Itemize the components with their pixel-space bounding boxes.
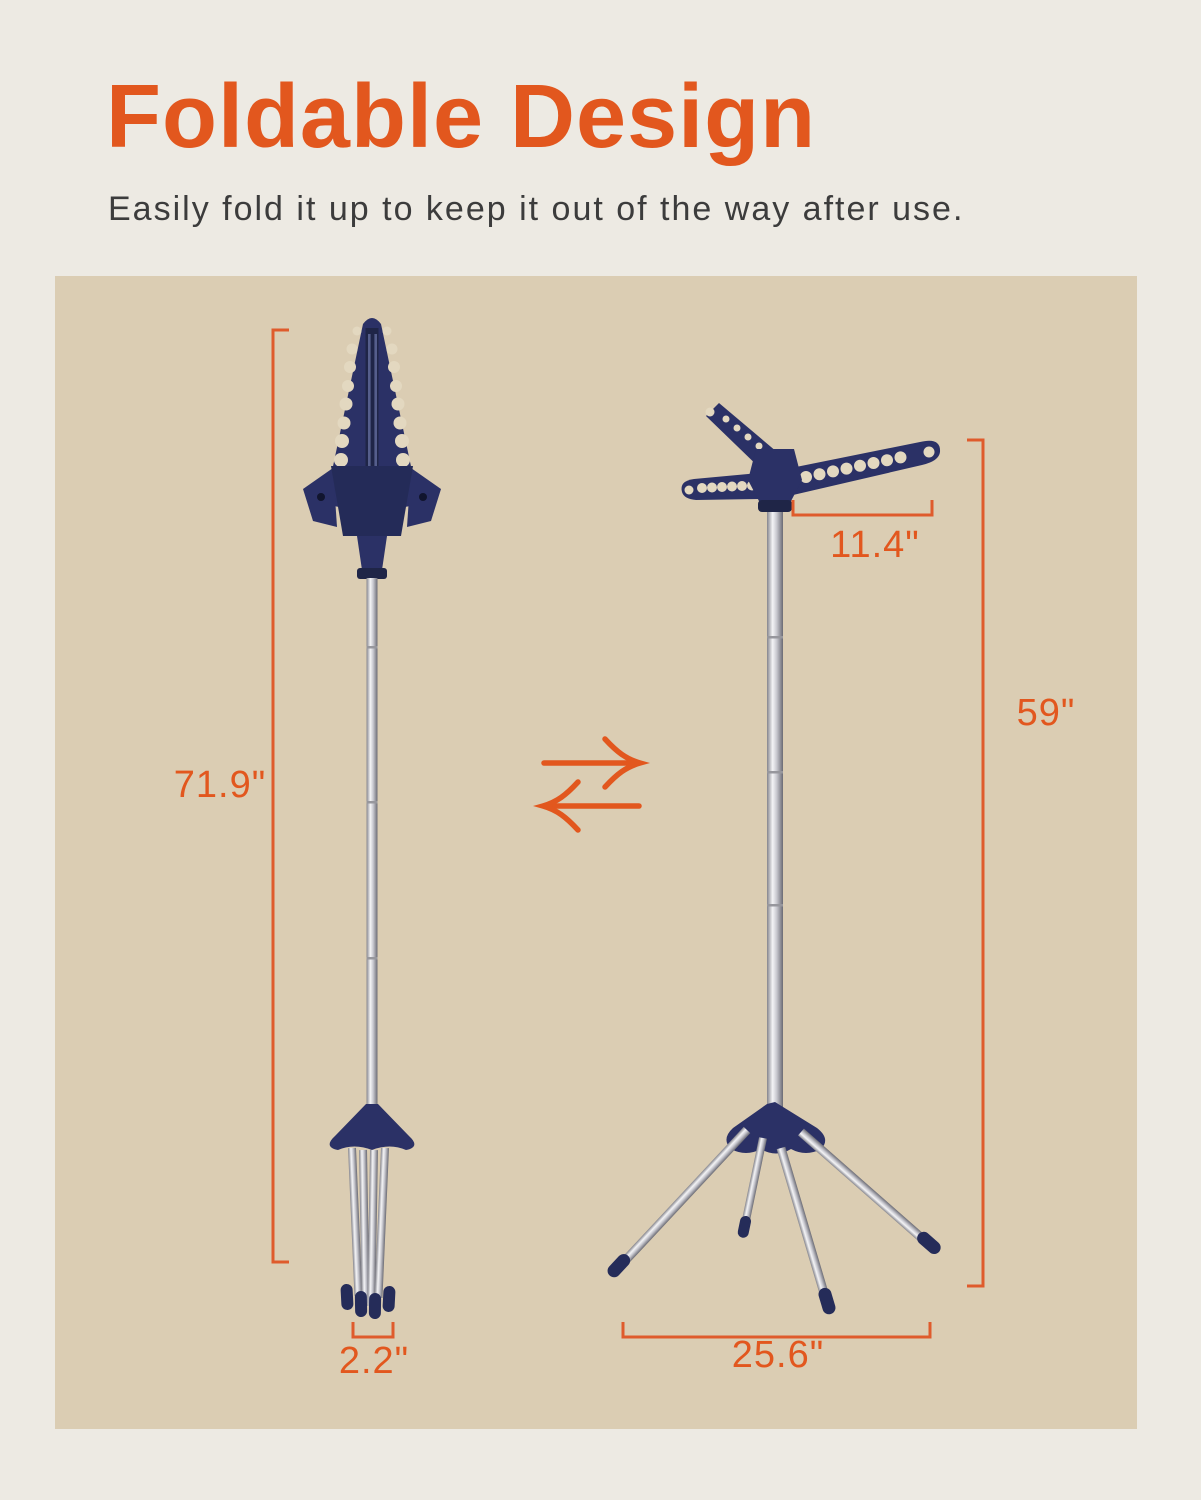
page-subtitle: Easily fold it up to keep it out of the way after use. [108,190,965,228]
dim-label-arm-length: 11.4" [830,524,920,566]
dim-label-folded-width: 2.2" [338,1340,410,1382]
dim-label-base-width: 25.6" [731,1334,825,1376]
dim-line-open-height [967,440,983,1286]
dim-line-folded-width [353,1322,393,1337]
folded-rack-pole [367,578,378,1110]
tripod-legs [605,1127,943,1316]
folded-rack-base-hub [330,1104,415,1150]
folded-rack-leg-bundle [340,1148,395,1319]
hanger-arms [682,403,941,512]
page-title: Foldable Design [106,67,817,167]
dim-line-arm-length [793,500,932,515]
folded-rack-illustration [303,318,441,1319]
rack-pole [767,512,783,1112]
dim-label-folded-height: 71.9" [173,764,267,806]
folded-rack-head [303,318,441,579]
fold-unfold-arrows-icon [543,739,640,830]
dim-label-open-height: 59" [1016,692,1076,734]
